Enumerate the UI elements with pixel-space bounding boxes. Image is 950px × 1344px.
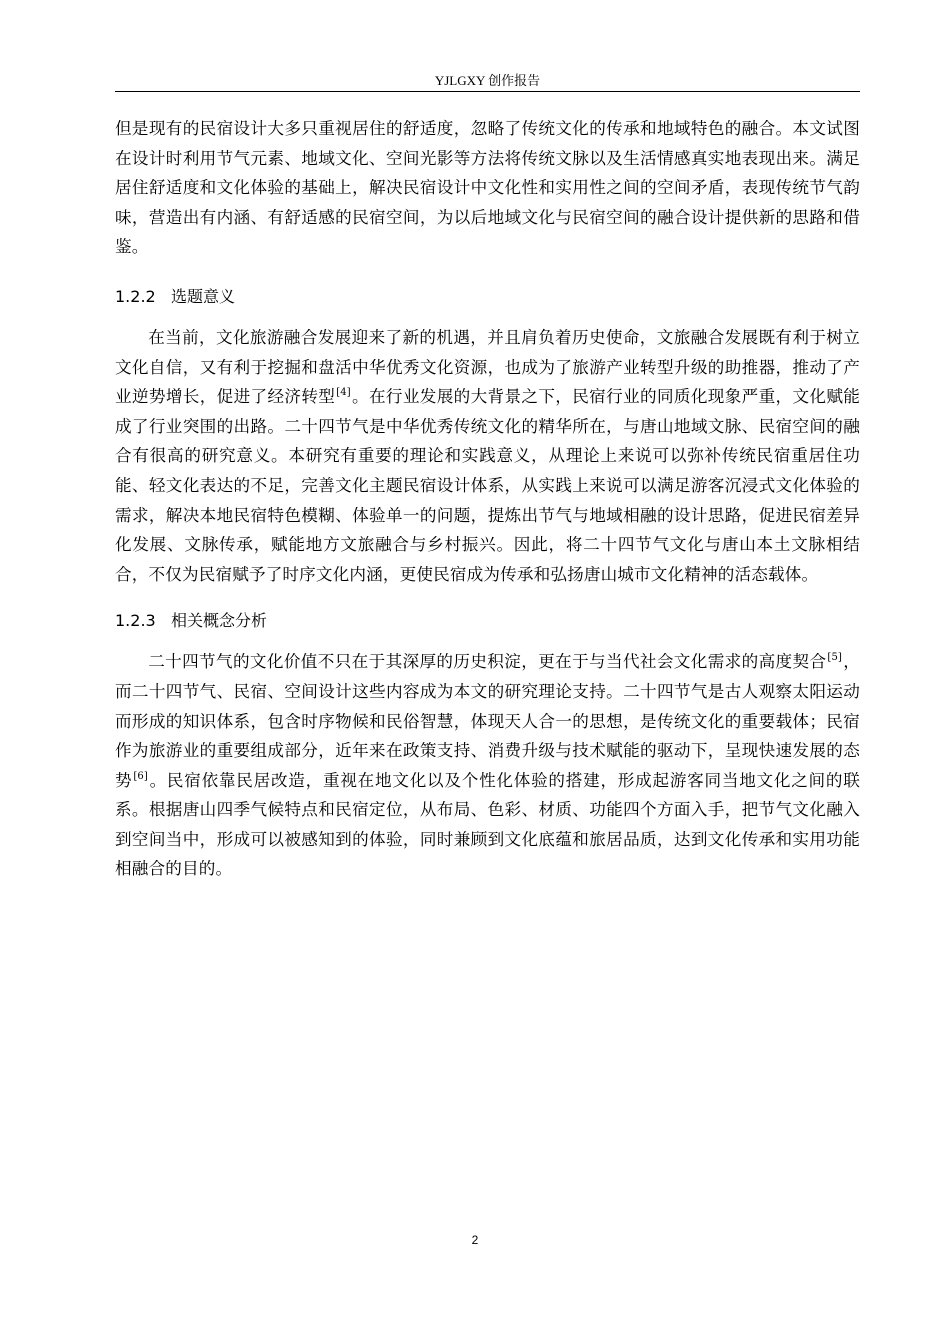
paragraph-text: 在当前，文化旅游融合发展迎来了新的机遇，并且肩负着历史使命，文旅融合发展既有利于树立文化自信，又有利于挖掘和盘活中华优秀文化资源，也成为了旅游产业转型升级的助推器，推动了产业逆势增长，促进了经济转型 [115, 327, 860, 407]
section-title: 相关概念分析 [171, 611, 268, 631]
citation-ref: [5] [827, 652, 843, 664]
page-number: 2 [471, 1233, 479, 1247]
paragraph-intro-continued: 但是现有的民宿设计大多只重视居住的舒适度，忽略了传统文化的传承和地域特色的融合。本文试图在设计时利用节气元素、地域文化、空间光影等方法将传统文脉以及生活情感真实地表现出来。满足居住舒适度和文化体验的基础上，解决民宿设计中文化性和实用性之间的空间矛盾，表现传统节气韵味，营造出有内涵、有舒适感的民宿空间，为以后地域文化与民宿空间的融合设计提供新的思路和借鉴。 [115, 119, 860, 257]
section-title: 选题意义 [171, 286, 236, 306]
section-heading-1-2-3 [115, 609, 860, 633]
paragraph-concept-analysis [115, 647, 860, 884]
paragraph-text: 。民宿依靠民居改造，重视在地文化以及个性化体验的搭建，形成起游客同当地文化之间的联系。根据唐山四季气候特点和民宿定位，从布局、色彩、材质、功能四个方面入手，把节气文化融入到空间当中，形成可以被感知到的体验，同时兼顾到文化底蕴和旅居品质，达到文化传承和实用功能相融合的目的。 [115, 770, 860, 879]
citation-ref: [4] [336, 387, 351, 399]
section-number: 1.2.2 [115, 286, 156, 306]
page-content [115, 114, 860, 884]
running-header: YJLGXY 创作报告 [115, 72, 860, 92]
paragraph-topic-significance [115, 323, 860, 589]
citation-ref: [6] [133, 770, 148, 782]
paragraph-text: 。在行业发展的大背景之下，民宿行业的同质化现象严重，文化赋能成了行业突围的出路。二十四节气是中华优秀传统文化的精华所在，与唐山地域文脉、民宿空间的融合有很高的研究意义。本研究有重要的理论和实践意义，从理论上来说可以弥补传统民宿重居住功能、轻文化表达的不足，完善文化主题民宿设计体系，从实践上来说可以满足游客沉浸式文化体验的需求，解决本地民宿特色模糊、体验单一的问题，提炼出节气与地域相融的设计思路，促进民宿差异化发展、文脉传承，赋能地方文旅融合与乡村振兴。因此，将二十四节气文化与唐山本土文脉相结合，不仅为民宿赋予了时序文化内涵，更使民宿成为传承和弘扬唐山城市文化精神的活态载体。 [115, 387, 861, 584]
paragraph-text: 二十四节气的文化价值不只在于其深厚的历史积淀，更在于与当代社会文化需求的高度契合 [148, 652, 827, 672]
paragraph-text: ，而二十四节气、民宿、空间设计这些内容成为本文的研究理论支持。二十四节气是古人观察太阳运动而形成的知识体系，包含时序物候和民俗智慧，体现天人合一的思想，是传统文化的重要载体；民宿作为旅游业的重要组成部分，近年来在政策支持、消费升级与技术赋能的驱动下，呈现快速发展的态势 [115, 652, 861, 790]
section-number: 1.2.3 [115, 611, 156, 631]
section-heading-1-2-2 [115, 285, 860, 309]
